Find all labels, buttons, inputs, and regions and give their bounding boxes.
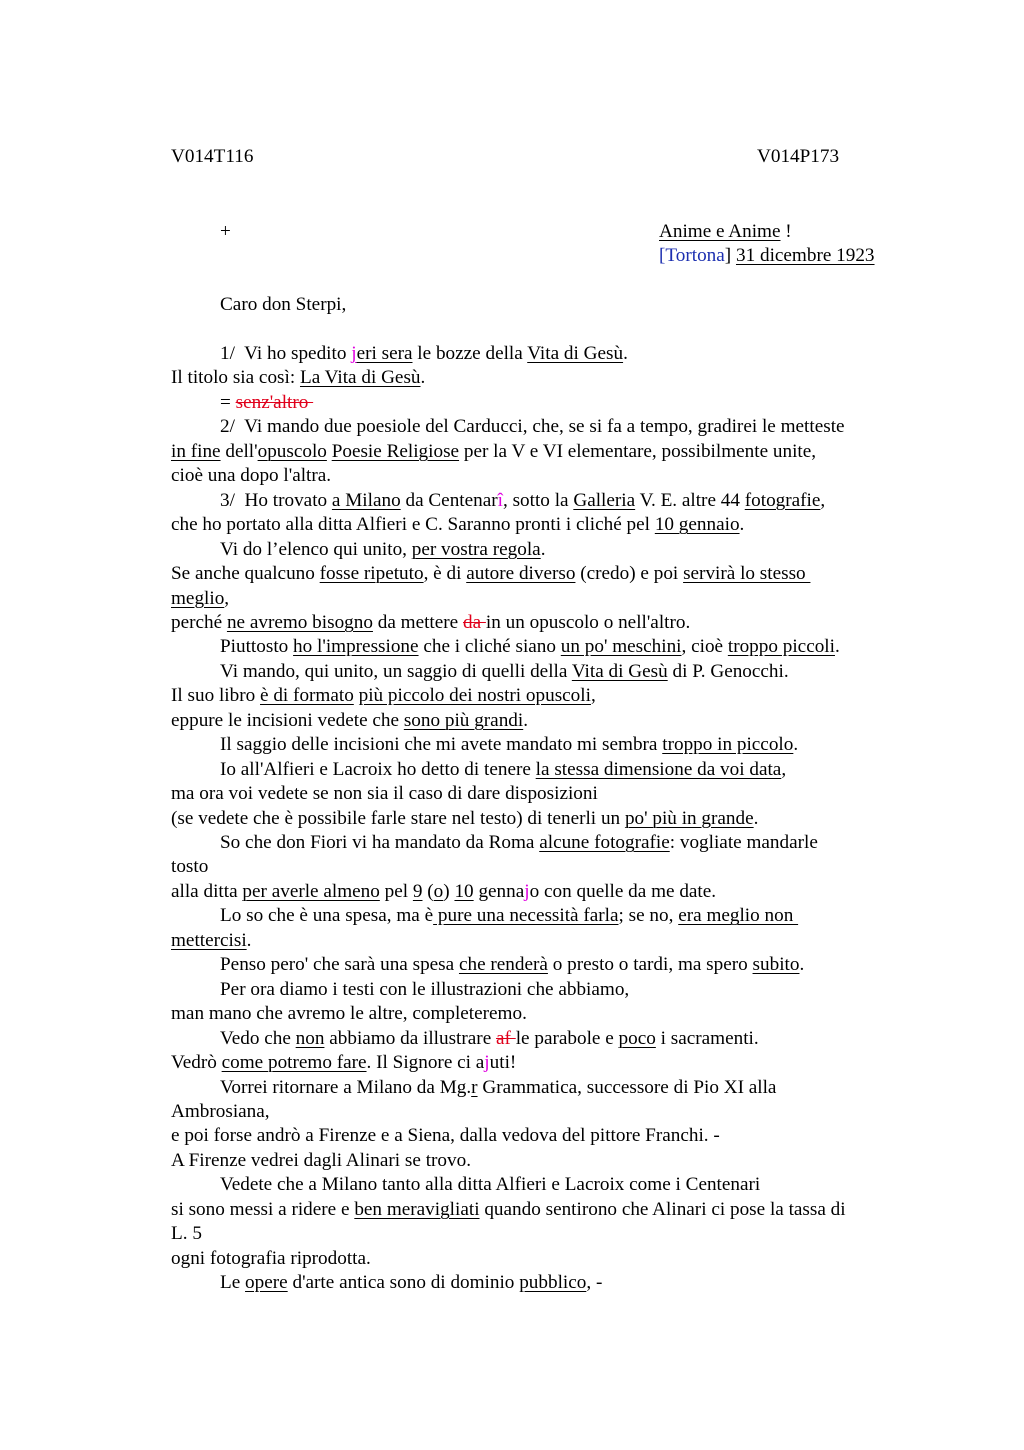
underlined-text: meglio xyxy=(171,587,225,609)
underlined-text: eri sera xyxy=(356,343,413,364)
line-text: Il saggio delle incisioni che mi avete mandato mi sembra xyxy=(220,734,663,756)
letter-line xyxy=(220,1174,760,1196)
line-text: le parabole e xyxy=(515,1027,619,1049)
place-name: Tortona xyxy=(665,245,725,266)
line-text: pel xyxy=(379,880,413,902)
line-text: Le xyxy=(220,1272,246,1294)
underlined-text: opuscolo xyxy=(257,440,327,462)
line-text: tosto xyxy=(171,856,209,878)
line-text: man mano che avremo le altre, completeremo. xyxy=(171,1003,527,1025)
line-text: Vedete che a Milano tanto alla ditta Alfieri e Lacroix come i Centenari xyxy=(220,1174,761,1196)
underlined-text: 10 gennaio xyxy=(654,514,740,536)
left-document-code: V014T116 xyxy=(171,146,254,167)
line-text: , xyxy=(820,489,826,511)
letter-line xyxy=(220,392,313,414)
line-text: ) xyxy=(443,880,455,902)
letter-line xyxy=(171,465,331,487)
underlined-text: servirà lo stesso xyxy=(683,563,811,584)
line-text: 1/ Vi ho spedito xyxy=(220,343,352,364)
deleted-text: af xyxy=(496,1027,516,1049)
line-text: V. E. altre 44 xyxy=(635,489,745,511)
line-text: Lo so che è una spesa, ma è xyxy=(220,905,434,927)
line-text: o con quelle da me date. xyxy=(529,880,717,902)
underlined-text: alcune fotografie xyxy=(539,832,670,853)
line-text: ; se no, xyxy=(618,905,679,927)
line-text: per la V e VI elementare, possibilmente unite, xyxy=(459,440,817,462)
place-bracket-open: [ xyxy=(659,245,666,266)
deleted-text: senz'altro xyxy=(235,391,314,413)
place-date-line xyxy=(659,245,875,267)
greeting: Caro don Sterpi, xyxy=(220,294,347,315)
line-text: Il suo libro xyxy=(171,685,261,707)
underlined-text: per averle almeno xyxy=(242,880,380,902)
cross-mark: + xyxy=(220,221,231,242)
underlined-text: più piccolo dei nostri opuscoli xyxy=(358,685,591,707)
letter-line xyxy=(220,416,845,438)
motto-exclamation: ! xyxy=(780,221,792,242)
line-text: So che don Fiori vi ha mandato da Roma xyxy=(220,832,540,853)
line-text: che ho portato alla ditta Alfieri e C. Saranno pronti i cliché pel xyxy=(171,514,655,536)
letter-line xyxy=(220,490,825,512)
underlined-text: era meglio non xyxy=(678,905,799,927)
letter-line xyxy=(171,1101,270,1123)
line-text: , xyxy=(224,587,230,609)
line-text: alla ditta xyxy=(171,880,243,902)
letter-line xyxy=(171,588,229,610)
letter-line xyxy=(220,1272,602,1294)
underlined-text: troppo piccoli xyxy=(727,636,835,658)
underlined-text: che renderà xyxy=(458,954,548,976)
inserted-letter: j xyxy=(351,343,357,364)
line-text: Il titolo sia così: xyxy=(171,367,300,389)
line-text: ma ora voi vedete se non sia il caso di dare disposizioni xyxy=(171,783,598,805)
line-text: , è di xyxy=(423,563,467,584)
underlined-text: la stessa dimensione da voi data xyxy=(535,758,782,780)
motto-line xyxy=(659,221,792,243)
letter-line xyxy=(220,539,546,561)
right-page-code: V014P173 xyxy=(757,146,840,167)
line-text: Io all'Alfieri e Lacroix ho detto di tenere xyxy=(220,758,536,780)
underlined-text: opere xyxy=(245,1272,288,1294)
line-text: . xyxy=(623,343,628,364)
inserted-letter: j xyxy=(524,880,530,902)
line-text: Ambrosiana, xyxy=(171,1100,270,1122)
underlined-text: ho l'impressione xyxy=(293,636,419,658)
line-text: o presto o tardi, ma spero xyxy=(547,954,753,976)
line-text: . xyxy=(799,954,805,976)
line-text: . xyxy=(246,929,252,951)
line-text: L. 5 xyxy=(171,1223,202,1245)
letter-line xyxy=(171,856,208,878)
letter-line xyxy=(220,661,789,683)
line-text: le bozze della xyxy=(412,343,528,364)
line-text: che i cliché siano xyxy=(418,636,561,658)
line-text: 2/ Vi mando due poesiole del Carducci, che, se si fa a tempo, gradirei le metteste xyxy=(220,416,845,438)
line-text: ogni fotografia riprodotta. xyxy=(171,1247,371,1269)
line-text: (credo) e poi xyxy=(575,563,684,584)
line-text: genna xyxy=(473,880,525,902)
letter-line xyxy=(220,1028,759,1050)
line-text: eppure le incisioni vedete che xyxy=(171,709,404,731)
letter-line xyxy=(220,734,798,756)
line-text: . Il Signore ci a xyxy=(366,1052,485,1073)
line-text: perché xyxy=(171,612,227,633)
letter-line xyxy=(171,1125,720,1147)
underlined-text: 9 xyxy=(412,880,423,902)
letter-line xyxy=(220,979,629,1001)
line-text: = xyxy=(220,391,236,413)
underlined-text: po' più in grande xyxy=(624,807,754,829)
line-text: Vedo che xyxy=(220,1027,296,1049)
line-text: . xyxy=(540,538,546,560)
line-text: : vogliate mandarle xyxy=(669,832,818,853)
letter-line xyxy=(171,930,251,952)
inserted-letter: î xyxy=(497,489,503,511)
underlined-text: La Vita di Gesù xyxy=(299,367,421,389)
underlined-text: 10 xyxy=(454,880,474,902)
line-text: , - xyxy=(586,1272,603,1294)
motto-text: Anime e Anime xyxy=(659,221,781,242)
letter-line xyxy=(220,954,804,976)
line-text: Per ora diamo i testi con le illustrazioni che abbiamo, xyxy=(220,978,630,1000)
deleted-text: da xyxy=(462,612,486,633)
letter-line xyxy=(171,685,596,707)
letter-line xyxy=(220,905,798,927)
letter-line xyxy=(171,367,425,389)
underlined-text: r xyxy=(471,1076,478,1098)
inserted-letter: j xyxy=(484,1052,490,1073)
letter-line xyxy=(171,1052,516,1074)
underlined-text: Vita di Gesù xyxy=(527,343,624,364)
letter-line xyxy=(171,514,744,536)
letter-line xyxy=(220,1077,776,1099)
underlined-text: fotografie xyxy=(744,489,821,511)
letter-line xyxy=(171,1248,371,1270)
letter-line xyxy=(171,1199,846,1221)
letter-line xyxy=(171,808,758,830)
underlined-text: o xyxy=(433,880,444,902)
letter-line xyxy=(171,1150,471,1172)
letter-date: 31 dicembre 1923 xyxy=(735,245,875,266)
line-text: in un opuscolo o nell'altro. xyxy=(485,612,691,633)
line-text: Piuttosto xyxy=(220,636,294,658)
line-text: e poi forse andrò a Firenze e a Siena, dalla vedova del pittore Franchi. - xyxy=(171,1125,720,1147)
line-text: i sacramenti. xyxy=(655,1027,759,1049)
line-text: . xyxy=(420,367,426,389)
letter-line xyxy=(171,710,528,732)
underlined-text: ne avremo bisogno xyxy=(226,612,373,633)
underlined-text: poco xyxy=(618,1027,656,1049)
line-text: Vi mando, qui unito, un saggio di quelli della xyxy=(220,660,572,682)
line-text: , sotto la xyxy=(502,489,574,511)
underlined-text: sono più grandi xyxy=(403,709,524,731)
underlined-text: è di formato xyxy=(260,685,354,707)
underlined-text: autore diverso xyxy=(466,563,576,584)
line-text: , cioè xyxy=(681,636,728,658)
underlined-text: a Milano xyxy=(331,489,401,511)
underlined-text: pure una necessità farla xyxy=(433,905,619,927)
line-text: Vi do l’elenco qui unito, xyxy=(220,538,412,560)
letter-line xyxy=(171,1223,202,1245)
letter-line xyxy=(171,563,810,585)
letter-line xyxy=(220,636,840,658)
line-text: Se anche qualcuno xyxy=(171,563,320,584)
line-text: da Centenar xyxy=(400,489,498,511)
letter-line xyxy=(171,441,816,463)
line-text: . xyxy=(739,514,745,536)
line-text: dell' xyxy=(220,440,258,462)
place-bracket-close: ] xyxy=(724,245,732,266)
underlined-text: troppo in piccolo xyxy=(662,734,794,756)
line-text: da mettere xyxy=(372,612,463,633)
underlined-text: Vita di Gesù xyxy=(571,660,668,682)
underlined-text: Poesie Religiose xyxy=(331,440,460,462)
line-text: , xyxy=(781,758,787,780)
line-text: quando sentirono che Alinari ci pose la tassa di xyxy=(479,1198,846,1220)
underlined-text: non xyxy=(295,1027,325,1049)
line-text: . xyxy=(793,734,799,756)
line-text: A Firenze vedrei dagli Alinari se trovo. xyxy=(171,1149,471,1171)
line-text: 3/ Ho trovato xyxy=(220,489,332,511)
line-text: Vedrò xyxy=(171,1052,222,1073)
letter-line xyxy=(171,612,690,634)
underlined-text: ben meravigliati xyxy=(354,1198,480,1220)
line-text: uti! xyxy=(489,1052,517,1073)
line-text: . xyxy=(523,709,529,731)
line-text: (se vedete che è possibile farle stare nel testo) di tenerli un xyxy=(171,807,625,829)
line-text: . xyxy=(834,636,840,658)
line-text: , xyxy=(590,685,596,707)
line-text: Vorrei ritornare a Milano da Mg. xyxy=(220,1076,472,1098)
line-text: abbiamo da illustrare xyxy=(324,1027,497,1049)
line-text: cioè una dopo l'altra. xyxy=(171,465,332,487)
line-text: si sono messi a ridere e xyxy=(171,1198,355,1220)
underlined-text: come potremo fare xyxy=(221,1052,367,1073)
line-text: d'arte antica sono di dominio xyxy=(287,1272,520,1294)
letter-line xyxy=(171,783,598,805)
line-text: di P. Genocchi. xyxy=(667,660,789,682)
underlined-text: un po' meschini xyxy=(560,636,682,658)
underlined-text: Galleria xyxy=(573,489,636,511)
letter-line xyxy=(171,1003,527,1025)
underlined-text: in fine xyxy=(171,440,221,462)
letter-line xyxy=(220,343,628,365)
letter-line xyxy=(220,759,786,781)
letter-line xyxy=(220,832,818,854)
line-text: Penso pero' che sarà una spesa xyxy=(220,954,459,976)
line-text: Grammatica, successore di Pio XI alla xyxy=(477,1076,777,1098)
letter-line xyxy=(171,881,716,903)
underlined-text: pubblico xyxy=(519,1272,587,1294)
underlined-text: subito xyxy=(752,954,800,976)
line-text: ( xyxy=(422,880,434,902)
underlined-text: fosse ripetuto xyxy=(319,563,424,584)
underlined-text: per vostra regola xyxy=(411,538,541,560)
line-text: . xyxy=(753,807,759,829)
underlined-text: mettercisi xyxy=(171,929,247,951)
